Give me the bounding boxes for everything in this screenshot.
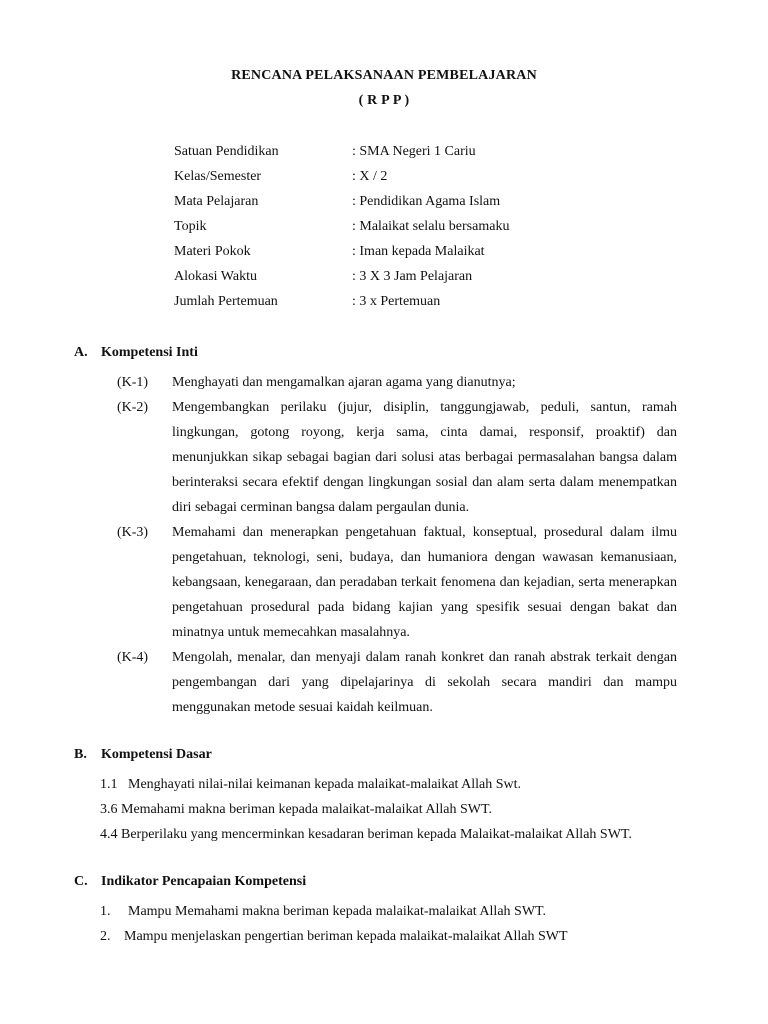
- kompetensi-dasar-list: [100, 772, 720, 847]
- list-item: [117, 645, 677, 720]
- info-row: [174, 143, 594, 168]
- section-letter: A.: [74, 345, 88, 360]
- info-value: : Iman kepada Malaikat: [352, 244, 485, 259]
- ki-code: (K-1): [117, 375, 149, 390]
- list-item: [100, 924, 720, 949]
- section-heading-kompetensi-dasar: [74, 747, 212, 763]
- section-title: Indikator Pencapaian Kompetensi: [101, 874, 307, 889]
- list-item: 1.1 Menghayati nilai-nilai keimanan kepada malaikat-malaikat Allah Swt.: [100, 777, 522, 792]
- info-row: [174, 193, 594, 218]
- list-item: [117, 520, 677, 645]
- list-item: [100, 899, 720, 924]
- section-heading-indikator: [74, 874, 306, 890]
- info-label: Materi Pokok: [174, 244, 251, 259]
- list-item: [117, 370, 677, 395]
- info-label: Jumlah Pertemuan: [174, 294, 278, 309]
- info-value: : 3 X 3 Jam Pelajaran: [352, 269, 473, 284]
- ki-text: Mengolah, menalar, dan menyaji dalam ranah konkret dan ranah abstrak terkait dengan pengembangan dari yang dipelajarinya di sekolah secara mandiri dan mampu menggunakan metode sesuai kaidah keilmuan.: [172, 650, 677, 715]
- list-item: [117, 395, 677, 520]
- info-value: : SMA Negeri 1 Cariu: [352, 144, 476, 159]
- section-heading-kompetensi-inti: [74, 345, 198, 361]
- info-row: [174, 293, 594, 318]
- info-value: : X / 2: [352, 169, 388, 184]
- list-text: Mampu Memahami makna beriman kepada malaikat-malaikat Allah SWT.: [128, 904, 547, 919]
- ki-text: Menghayati dan mengamalkan ajaran agama yang dianutnya;: [172, 375, 516, 390]
- ki-code: (K-3): [117, 525, 149, 540]
- info-row: [174, 168, 594, 193]
- section-letter: B.: [74, 747, 87, 762]
- info-label: Kelas/Semester: [174, 169, 262, 184]
- section-letter: C.: [74, 874, 88, 889]
- list-number: 2.: [100, 929, 111, 944]
- ki-text: Mengembangkan perilaku (jujur, disiplin, tanggungjawab, peduli, santun, ramah lingkungan, gotong royong, kerja sama, cinta damai, responsif, proaktif) dan menunjukkan sikap sebagai bagian dari solusi atas berbagai permasalahan bangsa dalam berinteraksi secara efektif dengan lingkungan sosial dan alam serta dalam menempatkan diri sebagai cerminan bangsa dalam pergaulan dunia.: [172, 400, 677, 515]
- document-title: RENCANA PELAKSANAAN PEMBELAJARAN: [231, 68, 537, 83]
- info-label: Mata Pelajaran: [174, 194, 259, 209]
- section-title: Kompetensi Inti: [101, 345, 198, 360]
- indikator-list: [100, 899, 720, 949]
- info-label: Satuan Pendidikan: [174, 144, 279, 159]
- ki-code: (K-2): [117, 400, 149, 415]
- identity-table: [174, 143, 594, 318]
- info-value: : Pendidikan Agama Islam: [352, 194, 501, 209]
- info-row: [174, 268, 594, 293]
- list-number: 1.: [100, 904, 111, 919]
- info-row: [174, 243, 594, 268]
- info-value: : 3 x Pertemuan: [352, 294, 441, 309]
- list-item: 4.4 Berperilaku yang mencerminkan kesadaran beriman kepada Malaikat-malaikat Allah SWT.: [100, 827, 632, 842]
- info-value: : Malaikat selalu bersamaku: [352, 219, 510, 234]
- info-label: Topik: [174, 219, 207, 234]
- info-row: [174, 218, 594, 243]
- section-title: Kompetensi Dasar: [101, 747, 212, 762]
- ki-code: (K-4): [117, 650, 149, 665]
- list-item: 3.6 Memahami makna beriman kepada malaikat-malaikat Allah SWT.: [100, 802, 492, 817]
- list-text: Mampu menjelaskan pengertian beriman kepada malaikat-malaikat Allah SWT: [124, 929, 568, 944]
- ki-text: Memahami dan menerapkan pengetahuan faktual, konseptual, prosedural dalam ilmu pengetahuan, teknologi, seni, budaya, dan humaniora dengan wawasan kemanusiaan, kebangsaan, kenegaraan, dan peradaban terkait fenomena dan kejadian, serta menerapkan pengetahuan prosedural pada bidang kajian yang spesifik sesuai dengan bakat dan minatnya untuk memecahkan masalahnya.: [172, 525, 677, 640]
- info-label: Alokasi Waktu: [174, 269, 257, 284]
- kompetensi-inti-list: [117, 370, 677, 720]
- document-subtitle: ( R P P ): [358, 93, 410, 108]
